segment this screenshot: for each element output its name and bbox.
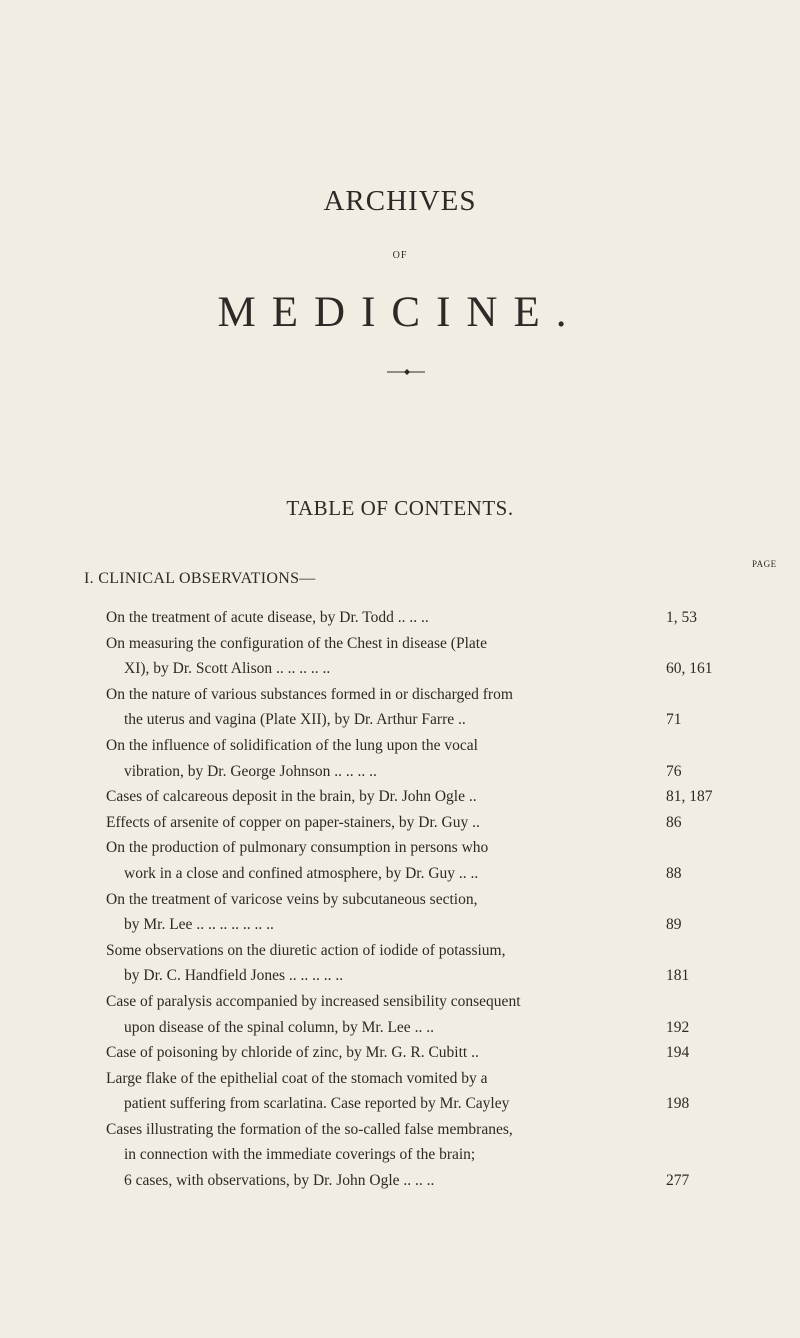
entry-line [106,861,786,887]
contents-list [106,605,786,1194]
entry-line [106,912,786,938]
entry-line [106,938,786,964]
contents-entry [106,810,786,836]
entry-text: Some observations on the diuretic action of iodide of potassium, [106,941,506,959]
ornament-divider [387,368,425,376]
entry-line [106,1040,786,1066]
entry-text: On measuring the configuration of the Chest in disease (Plate [106,634,487,652]
entry-text: upon disease of the spinal column, by Mr. Lee .. .. [124,1018,434,1036]
entry-text: XI), by Dr. Scott Alison .. .. .. .. .. [124,660,331,678]
entry-page-number: 86 [666,813,682,831]
entry-line [106,605,786,631]
entry-page-number: 181 [666,967,690,985]
contents-entry [106,835,786,886]
entry-line [106,656,786,682]
entry-text: in connection with the immediate coverings of the brain; [124,1146,476,1164]
table-of-contents-heading: TABLE OF CONTENTS. [286,496,514,520]
entry-text: the uterus and vagina (Plate XII), by Dr. Arthur Farre .. [124,711,466,729]
contents-entry [106,784,786,810]
entry-line [106,835,786,861]
entry-text: On the production of pulmonary consumption in persons who [106,839,489,857]
entry-page-number: 76 [666,762,682,780]
section-heading: I. CLINICAL OBSERVATIONS— [84,570,316,587]
entry-page-number: 277 [666,1172,690,1190]
contents-entry [106,631,786,682]
contents-entry [106,1066,786,1117]
entry-text: Case of poisoning by chloride of zinc, by Mr. G. R. Cubitt .. [106,1044,479,1062]
entry-text: On the nature of various substances formed in or discharged from [106,685,513,703]
contents-entry [106,682,786,733]
entry-text: by Dr. C. Handfield Jones .. .. .. .. .. [124,967,344,985]
entry-page-number: 60, 161 [666,660,713,678]
entry-text: by Mr. Lee .. .. .. .. .. .. .. [124,916,274,934]
entry-page-number: 88 [666,864,682,882]
entry-page-number: 192 [666,1018,690,1036]
entry-line [106,1015,786,1041]
contents-entry [106,887,786,938]
entry-text: Cases illustrating the formation of the so-called false membranes, [106,1120,513,1138]
entry-line [106,707,786,733]
entry-line [106,963,786,989]
entry-line [106,631,786,657]
entry-page-number: 71 [666,711,682,729]
entry-text: 6 cases, with observations, by Dr. John Ogle .. .. .. [124,1172,435,1190]
entry-line [106,682,786,708]
entry-line [106,1091,786,1117]
entry-line [106,1117,786,1143]
journal-title: ARCHIVES [323,185,477,217]
contents-entry [106,1040,786,1066]
entry-text: On the influence of solidification of the lung upon the vocal [106,736,478,754]
entry-line [106,784,786,810]
contents-entry [106,1117,786,1194]
entry-text: work in a close and confined atmosphere, by Dr. Guy .. .. [124,864,479,882]
journal-subject-title: MEDICINE. [217,289,583,336]
page-column-label: PAGE [752,559,777,569]
entry-line [106,887,786,913]
entry-text: patient suffering from scarlatina. Case reported by Mr. Cayley [124,1095,510,1113]
entry-line [106,1142,786,1168]
contents-entry [106,989,786,1040]
entry-line [106,1168,786,1194]
entry-text: Case of paralysis accompanied by increased sensibility consequent [106,992,521,1010]
contents-entry [106,938,786,989]
entry-line [106,759,786,785]
entry-text: Effects of arsenite of copper on paper-stainers, by Dr. Guy .. [106,813,480,831]
entry-text: Cases of calcareous deposit in the brain, by Dr. John Ogle .. [106,788,477,806]
entry-text: Large flake of the epithelial coat of the stomach vomited by a [106,1069,488,1087]
entry-line [106,989,786,1015]
entry-page-number: 1, 53 [666,609,697,626]
entry-page-number: 194 [666,1044,690,1062]
entry-page-number: 89 [666,916,682,934]
entry-text: vibration, by Dr. George Johnson .. .. .. .. [124,762,377,780]
entry-page-number: 198 [666,1095,690,1113]
contents-entry [106,605,786,631]
entry-line [106,1066,786,1092]
entry-page-number: 81, 187 [666,788,713,806]
entry-text: On the treatment of varicose veins by subcutaneous section, [106,890,478,908]
entry-line [106,810,786,836]
contents-entry [106,733,786,784]
entry-line [106,733,786,759]
title-of: OF [392,250,408,261]
entry-text: On the treatment of acute disease, by Dr. Todd .. .. .. [106,609,429,626]
